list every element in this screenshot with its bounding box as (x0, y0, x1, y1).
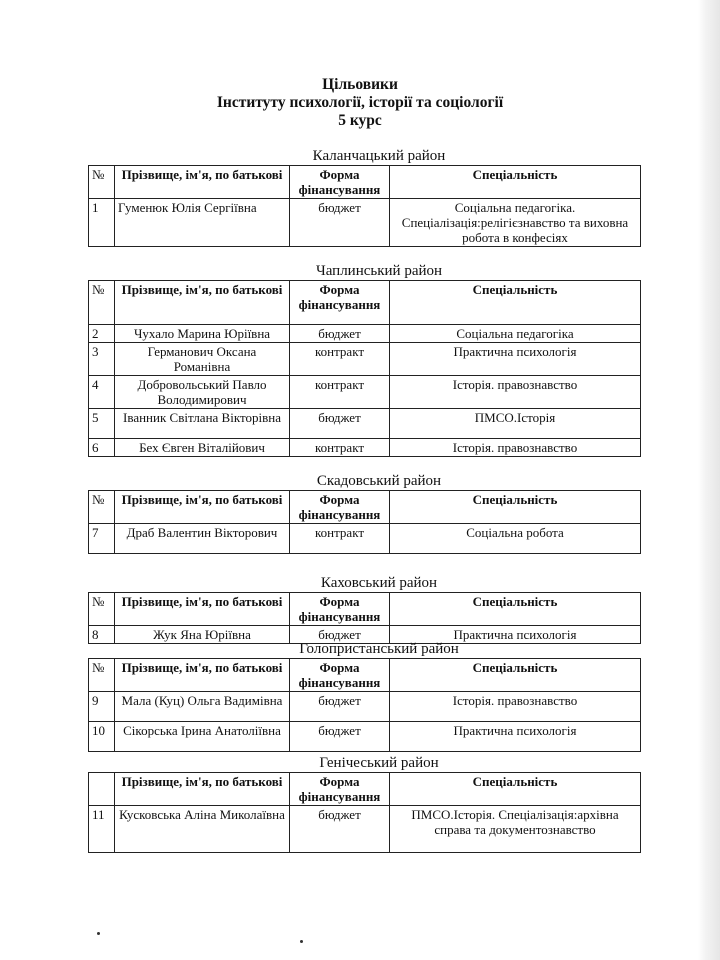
scan-speck (97, 932, 100, 935)
row-funding: контракт (290, 343, 390, 376)
row-funding: контракт (290, 376, 390, 409)
header-num: № (89, 659, 115, 692)
row-num: 7 (89, 524, 115, 554)
district-title: Генічеський район (319, 755, 439, 771)
row-num: 9 (89, 692, 115, 722)
header-specialty: Спеціальність (390, 166, 641, 199)
students-table (88, 165, 641, 247)
row-name: Іванник Світлана Вікторівна (115, 409, 290, 439)
section-kakhovka (88, 575, 640, 644)
district-title: Голопристанський район (299, 641, 459, 657)
header-specialty: Спеціальність (390, 773, 641, 806)
district-title: Чаплинський район (315, 263, 443, 279)
row-num: 6 (89, 439, 115, 457)
section-chaplynka (88, 263, 640, 457)
row-name: Чухало Марина Юріївна (115, 325, 290, 343)
row-num: 8 (89, 626, 115, 644)
row-num: 5 (89, 409, 115, 439)
row-name: Мала (Куц) Ольга Вадимівна (115, 692, 290, 722)
table-row (89, 692, 641, 722)
row-num: 10 (89, 722, 115, 752)
header-name: Прізвище, ім'я, по батькові (115, 491, 290, 524)
table-row (89, 524, 641, 554)
section-skadovsk (88, 473, 640, 554)
row-specialty: Практична психологія (390, 626, 641, 644)
row-specialty: Соціальна робота (390, 524, 641, 554)
row-funding: контракт (290, 439, 390, 457)
header-specialty: Спеціальність (390, 659, 641, 692)
row-name: Гуменюк Юлія Сергіївна (115, 199, 290, 247)
table-row (89, 199, 641, 247)
row-num: 4 (89, 376, 115, 409)
header-specialty: Спеціальність (390, 491, 641, 524)
section-hola-prystan (88, 641, 640, 752)
row-name: Добровольський Павло Володимирович (115, 376, 290, 409)
row-specialty: Історія. правознавство (390, 439, 641, 457)
section-henichesk (88, 755, 640, 853)
header-name: Прізвище, ім'я, по батькові (115, 281, 290, 325)
row-funding: бюджет (290, 199, 390, 247)
header-name: Прізвище, ім'я, по батькові (115, 659, 290, 692)
header-funding: Форма фінансування (290, 773, 390, 806)
row-name: Бех Євген Віталійович (115, 439, 290, 457)
row-funding: бюджет (290, 325, 390, 343)
row-funding: бюджет (290, 409, 390, 439)
row-funding: контракт (290, 524, 390, 554)
table-row (89, 325, 641, 343)
students-table (88, 592, 641, 644)
header-name: Прізвище, ім'я, по батькові (115, 773, 290, 806)
scan-edge-shadow (698, 0, 720, 960)
row-funding: бюджет (290, 626, 390, 644)
row-name: Драб Валентин Вікторович (115, 524, 290, 554)
document-header (0, 76, 720, 130)
table-header-row (89, 659, 641, 692)
table-header-row (89, 166, 641, 199)
row-name: Жук Яна Юріївна (115, 626, 290, 644)
header-funding: Форма фінансування (290, 281, 390, 325)
row-name: Кусковська Аліна Миколаївна (115, 806, 290, 853)
row-specialty: Історія. правознавство (390, 376, 641, 409)
row-num: 11 (89, 806, 115, 853)
scan-speck (300, 940, 303, 943)
row-num: 3 (89, 343, 115, 376)
header-name: Прізвище, ім'я, по батькові (115, 593, 290, 626)
header-num: № (89, 491, 115, 524)
header-funding: Форма фінансування (290, 659, 390, 692)
table-row (89, 722, 641, 752)
table-row (89, 376, 641, 409)
row-funding: бюджет (290, 692, 390, 722)
row-name: Германович Оксана Романівна (115, 343, 290, 376)
row-num: 1 (89, 199, 115, 247)
row-funding: бюджет (290, 722, 390, 752)
row-num: 2 (89, 325, 115, 343)
section-kalanchak (88, 148, 640, 247)
table-header-row (89, 593, 641, 626)
row-specialty: Практична психологія (390, 722, 641, 752)
table-header-row (89, 281, 641, 325)
table-row (89, 806, 641, 853)
header-funding: Форма фінансування (290, 491, 390, 524)
header-num (89, 773, 115, 806)
header-name: Прізвище, ім'я, по батькові (115, 166, 290, 199)
header-num: № (89, 593, 115, 626)
title-line-1: Цільовики (322, 76, 398, 93)
row-specialty: Соціальна педагогіка (390, 325, 641, 343)
row-specialty: Практична психологія (390, 343, 641, 376)
row-specialty: ПМСО.Історія (390, 409, 641, 439)
table-row (89, 409, 641, 439)
students-table (88, 658, 641, 752)
header-specialty: Спеціальність (390, 593, 641, 626)
title-line-3: 5 курс (338, 112, 382, 129)
row-funding: бюджет (290, 806, 390, 853)
district-title: Каланчацький район (312, 148, 446, 164)
district-title: Скадовський район (316, 473, 442, 489)
header-num: № (89, 166, 115, 199)
table-header-row (89, 773, 641, 806)
students-table (88, 280, 641, 457)
header-num: № (89, 281, 115, 325)
header-specialty: Спеціальність (390, 281, 641, 325)
title-line-2: Інституту психології, історії та соціології (216, 94, 504, 111)
table-header-row (89, 491, 641, 524)
row-specialty: Соціальна педагогіка. Спеціалізація:релігієзнавство та виховна робота в конфесіях (390, 199, 641, 247)
header-funding: Форма фінансування (290, 166, 390, 199)
row-name: Сікорська Ірина Анатоліївна (115, 722, 290, 752)
header-funding: Форма фінансування (290, 593, 390, 626)
students-table (88, 490, 641, 554)
table-row (89, 343, 641, 376)
district-title: Каховський район (320, 575, 438, 591)
table-row (89, 439, 641, 457)
row-specialty: ПМСО.Історія. Спеціалізація:архівна справа та документознавство (390, 806, 641, 853)
students-table (88, 772, 641, 853)
row-specialty: Історія. правознавство (390, 692, 641, 722)
